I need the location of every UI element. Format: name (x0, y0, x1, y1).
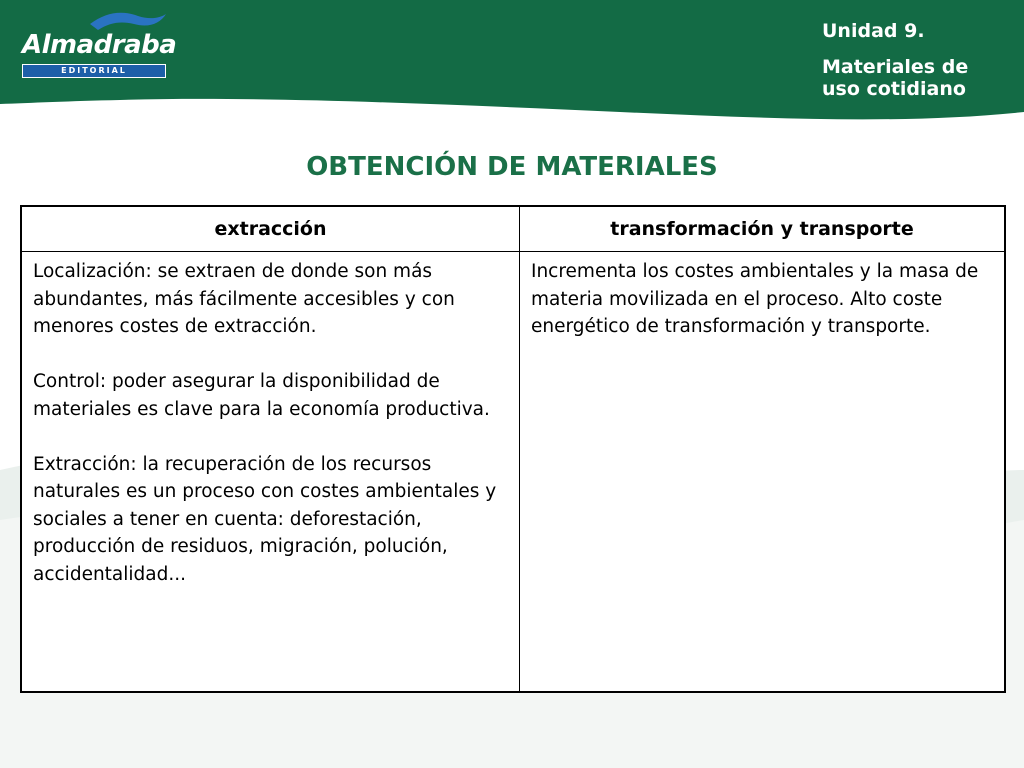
unit-info (822, 20, 1022, 100)
paragraph-extraccion: Extracción: la recuperación de los recursos naturales es un proceso con costes ambientales y sociales a tener en cuenta: deforestación, producción de residuos, migración, polución, accidentalidad... (33, 453, 497, 585)
cell-extraccion (21, 252, 520, 693)
paragraph-transformacion: Incrementa los costes ambientales y la masa de materia movilizada en el proceso. Alto coste energético de transformación y transporte. (531, 261, 979, 337)
table-header-row (21, 206, 1005, 252)
paragraph-control: Control: poder asegurar la disponibilidad de materiales es clave para la economía productiva. (33, 371, 490, 420)
table-row (21, 252, 1005, 693)
unit-number: Unidad 9. (822, 20, 925, 42)
header-transformacion: transformación y transporte (520, 206, 1006, 252)
logo-subtitle: EDITORIAL (22, 64, 166, 78)
cell-transformacion (520, 252, 1006, 693)
unit-title: Materiales de uso cotidiano (822, 56, 969, 100)
header-extraccion: extracción (21, 206, 520, 252)
materials-table (20, 205, 1006, 693)
paragraph-localizacion: Localización: se extraen de donde son más abundantes, más fácilmente accesibles y con menores costes de extracción. (33, 261, 455, 337)
almadraba-logo (18, 6, 177, 82)
page-title: OBTENCIÓN DE MATERIALES (306, 152, 718, 182)
logo-name: Almadraba (22, 30, 177, 60)
